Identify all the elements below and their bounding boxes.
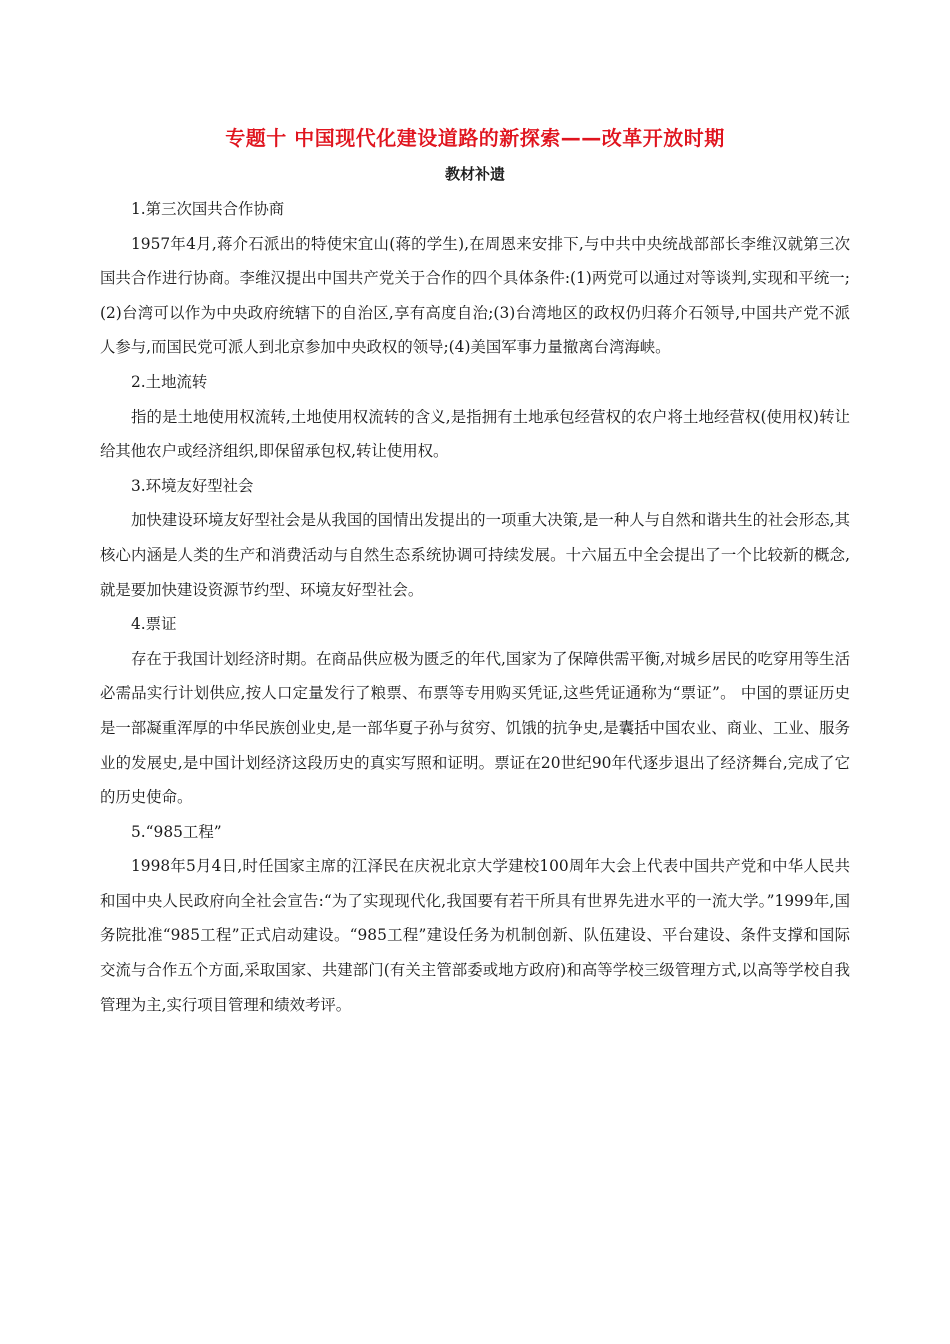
section-heading-1: 1.第三次国共合作协商: [131, 200, 285, 218]
section-body-1: 1957年4月,蒋介石派出的特使宋宜山(蒋的学生),在周恩来安排下,与中共中央统战部部长李维汉就第三次国共合作进行协商。李维汉提出中国共产党关于合作的四个具体条件:(1)两党可以通过对等谈判,实现和平统一;(2)台湾可以作为中央政府统辖下的自治区,享有高度自治;(3)台湾地区的政权仍归蒋介石领导,中国共产党不派人参与,而国民党可派人到北京参加中央政权的领导;(4)美国军事力量撤离台湾海峡。: [100, 234, 850, 357]
section-body-4: 存在于我国计划经济时期。在商品供应极为匮乏的年代,国家为了保障供需平衡,对城乡居民的吃穿用等生活必需品实行计划供应,按人口定量发行了粮票、布票等专用购买凭证,这些凭证通称为“票证”。 中国的票证历史是一部凝重浑厚的中华民族创业史,是一部华夏子孙与贫穷、饥饿的抗争史,是囊括中国农业、商业、工业、服务业的发展史,是中国计划经济这段历史的真实写照和证明。票证在20世纪90年代逐步退出了经济舞台,完成了它的历史使命。: [100, 649, 850, 807]
document-subtitle: 教材补遗: [444, 165, 505, 183]
section-body-5: 1998年5月4日,时任国家主席的江泽民在庆祝北京大学建校100周年大会上代表中国共产党和中华人民共和国中央人民政府向全社会宣告:“为了实现现代化,我国要有若干所具有世界先进水平的一流大学。”1999年,国务院批准“985工程”正式启动建设。“985工程”建设任务为机制创新、队伍建设、平台建设、条件支撑和国际交流与合作五个方面,采取国家、共建部门(有关主管部委或地方政府)和高等学校三级管理方式,以高等学校自我管理为主,实行项目管理和绩效考评。: [100, 857, 850, 1014]
document-body: [100, 192, 850, 1022]
section-heading-4: 4.票证: [131, 615, 177, 634]
document-title: 专题十 中国现代化建设道路的新探索——改革开放时期: [225, 126, 725, 150]
section-heading-2: 2.土地流转: [131, 372, 208, 391]
section-heading-3: 3.环境友好型社会: [131, 476, 254, 495]
section-heading-5: 5.“985工程”: [131, 822, 222, 841]
section-body-3: 加快建设环境友好型社会是从我国的国情出发提出的一项重大决策,是一种人与自然和谐共生的社会形态,其核心内涵是人类的生产和消费活动与自然生态系统协调可持续发展。十六届五中全会提出了一个比较新的概念,就是要加快建设资源节约型、环境友好型社会。: [100, 511, 850, 599]
section-body-2: 指的是土地使用权流转,土地使用权流转的含义,是指拥有土地承包经营权的农户将土地经营权(使用权)转让给其他农户或经济组织,即保留承包权,转让使用权。: [100, 407, 850, 461]
